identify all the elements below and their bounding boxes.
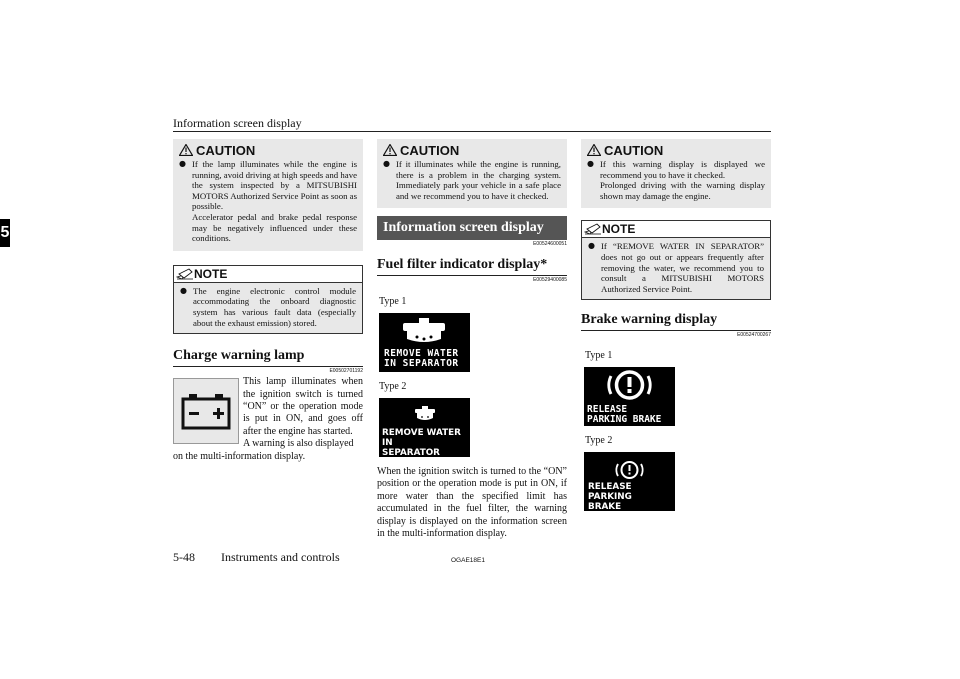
type-label: Type 1 <box>585 350 613 361</box>
info-screen-section <box>377 216 567 247</box>
caution-text: If this warning display is displayed we recommend you to have it checked. <box>600 159 765 180</box>
middle-column <box>377 139 567 283</box>
caution-header <box>179 141 357 159</box>
bullet-icon: ● <box>180 285 187 295</box>
note-text: If “REMOVE WATER IN SEPARATOR” does not go out or appears frequently after removing the water, we recommend you to consult a MITSUBISHI MOTORS Authorized Service Point. <box>601 241 764 294</box>
chapter-tab: 5 <box>0 219 10 247</box>
note-text: The engine electronic control module accommodating the onboard diagnostic system has various fault data (especially about the exhaust emission) stored. <box>193 285 356 328</box>
note-header <box>582 221 770 238</box>
display-text: REMOVE WATER <box>384 348 459 359</box>
charge-section <box>173 348 363 463</box>
display-text: BRAKE <box>588 502 622 512</box>
page-number: 5-48 <box>173 550 195 564</box>
caution-header <box>383 141 561 159</box>
display-text: PARKING BRAKE <box>587 414 662 425</box>
section-title: Fuel filter indicator display* <box>377 257 548 273</box>
note-box <box>173 265 363 334</box>
left-column <box>173 139 363 463</box>
section-code: E00524600051 <box>533 241 567 248</box>
section-title: Brake warning display <box>581 312 718 328</box>
display-text: SEPARATOR <box>382 448 440 458</box>
caution-text: Prolonged driving with the warning display shown may damage the engine. <box>600 180 765 201</box>
section-rule <box>581 330 771 331</box>
header-rule <box>173 131 771 132</box>
note-item <box>180 286 356 328</box>
footer-section: Instruments and controls <box>221 550 340 564</box>
running-header: Information screen display <box>173 116 302 130</box>
caution-header <box>587 141 765 159</box>
section-rule <box>173 366 363 367</box>
warning-triangle-icon <box>179 144 193 156</box>
caution-label: CAUTION <box>400 142 460 158</box>
doc-code: OGAE18E1 <box>451 557 485 564</box>
caution-box <box>377 139 567 208</box>
caution-item <box>383 159 561 201</box>
brake-warning-icon <box>584 368 675 402</box>
section-code: E00529400085 <box>533 277 567 284</box>
display-text: REMOVE WATER IN <box>382 428 461 448</box>
warning-triangle-icon <box>587 144 601 156</box>
display-text: RELEASE <box>587 404 628 415</box>
note-label: NOTE <box>194 266 228 281</box>
charge-text: A warning is also displayed <box>243 438 354 450</box>
warning-triangle-icon <box>383 144 397 156</box>
brake-section <box>581 312 771 338</box>
water-separator-icon <box>379 315 470 347</box>
section-title: Charge warning lamp <box>173 348 305 364</box>
charge-text: on the multi-information display. <box>173 450 306 462</box>
bullet-icon: ● <box>587 159 594 168</box>
caution-box <box>173 139 363 251</box>
caution-label: CAUTION <box>604 142 664 158</box>
note-label: NOTE <box>602 222 636 237</box>
fuel-filter-text: When the ignition switch is turned to the “ON” position or the operation mode is put in ON, if more water than the specified limit has accumulated in the fuel filter, the warning display is displayed on the information screen in the multi-information display. <box>377 466 567 540</box>
pencil-icon <box>584 223 602 235</box>
note-item <box>588 241 764 294</box>
right-column <box>581 139 771 338</box>
section-rule <box>377 275 567 276</box>
display-text: IN SEPARATOR <box>384 358 459 369</box>
section-code: E00524700267 <box>737 332 771 339</box>
caution-text: If it illuminates while the engine is running, there is a problem in the charging system. Immediately park your vehicle in a safe place and we recommend you to have it checked. <box>396 159 561 201</box>
water-separator-icon <box>379 404 470 430</box>
charge-text: This lamp illuminates when the ignition switch is turned “ON” or the operation mode is put in ON, and goes off after the engine has started. <box>243 376 363 437</box>
display-text: RELEASE PARKING <box>588 482 632 502</box>
battery-lamp-figure <box>173 378 239 444</box>
fuel-filter-display-type2 <box>379 398 470 457</box>
section-code: E00502701192 <box>329 368 363 375</box>
brake-display-type1 <box>584 367 675 426</box>
battery-icon <box>180 392 232 430</box>
note-header <box>174 266 362 283</box>
caution-text: If the lamp illuminates while the engine is running, avoid driving at high speeds and have the system inspected by a MITSUBISHI MOTORS Authorized Service Point as soon as possible. <box>192 159 358 212</box>
caution-item <box>587 159 765 201</box>
chapter-banner: Information screen display <box>377 216 567 240</box>
type-label: Type 2 <box>379 381 407 392</box>
fuel-filter-section <box>377 257 567 283</box>
brake-warning-icon <box>584 458 675 482</box>
caution-item <box>179 159 357 244</box>
bullet-icon: ● <box>383 159 390 168</box>
type-label: Type 2 <box>585 435 613 446</box>
caution-label: CAUTION <box>196 142 256 158</box>
fuel-filter-display-type1 <box>379 313 470 372</box>
bullet-icon: ● <box>179 159 186 168</box>
caution-box <box>581 139 771 208</box>
type-label: Type 1 <box>379 296 407 307</box>
pencil-icon <box>176 268 194 280</box>
caution-text: Accelerator pedal and brake pedal response may be negatively influenced under these conditions. <box>192 211 357 244</box>
bullet-icon: ● <box>588 241 595 251</box>
note-box <box>581 220 771 300</box>
brake-display-type2 <box>584 452 675 511</box>
